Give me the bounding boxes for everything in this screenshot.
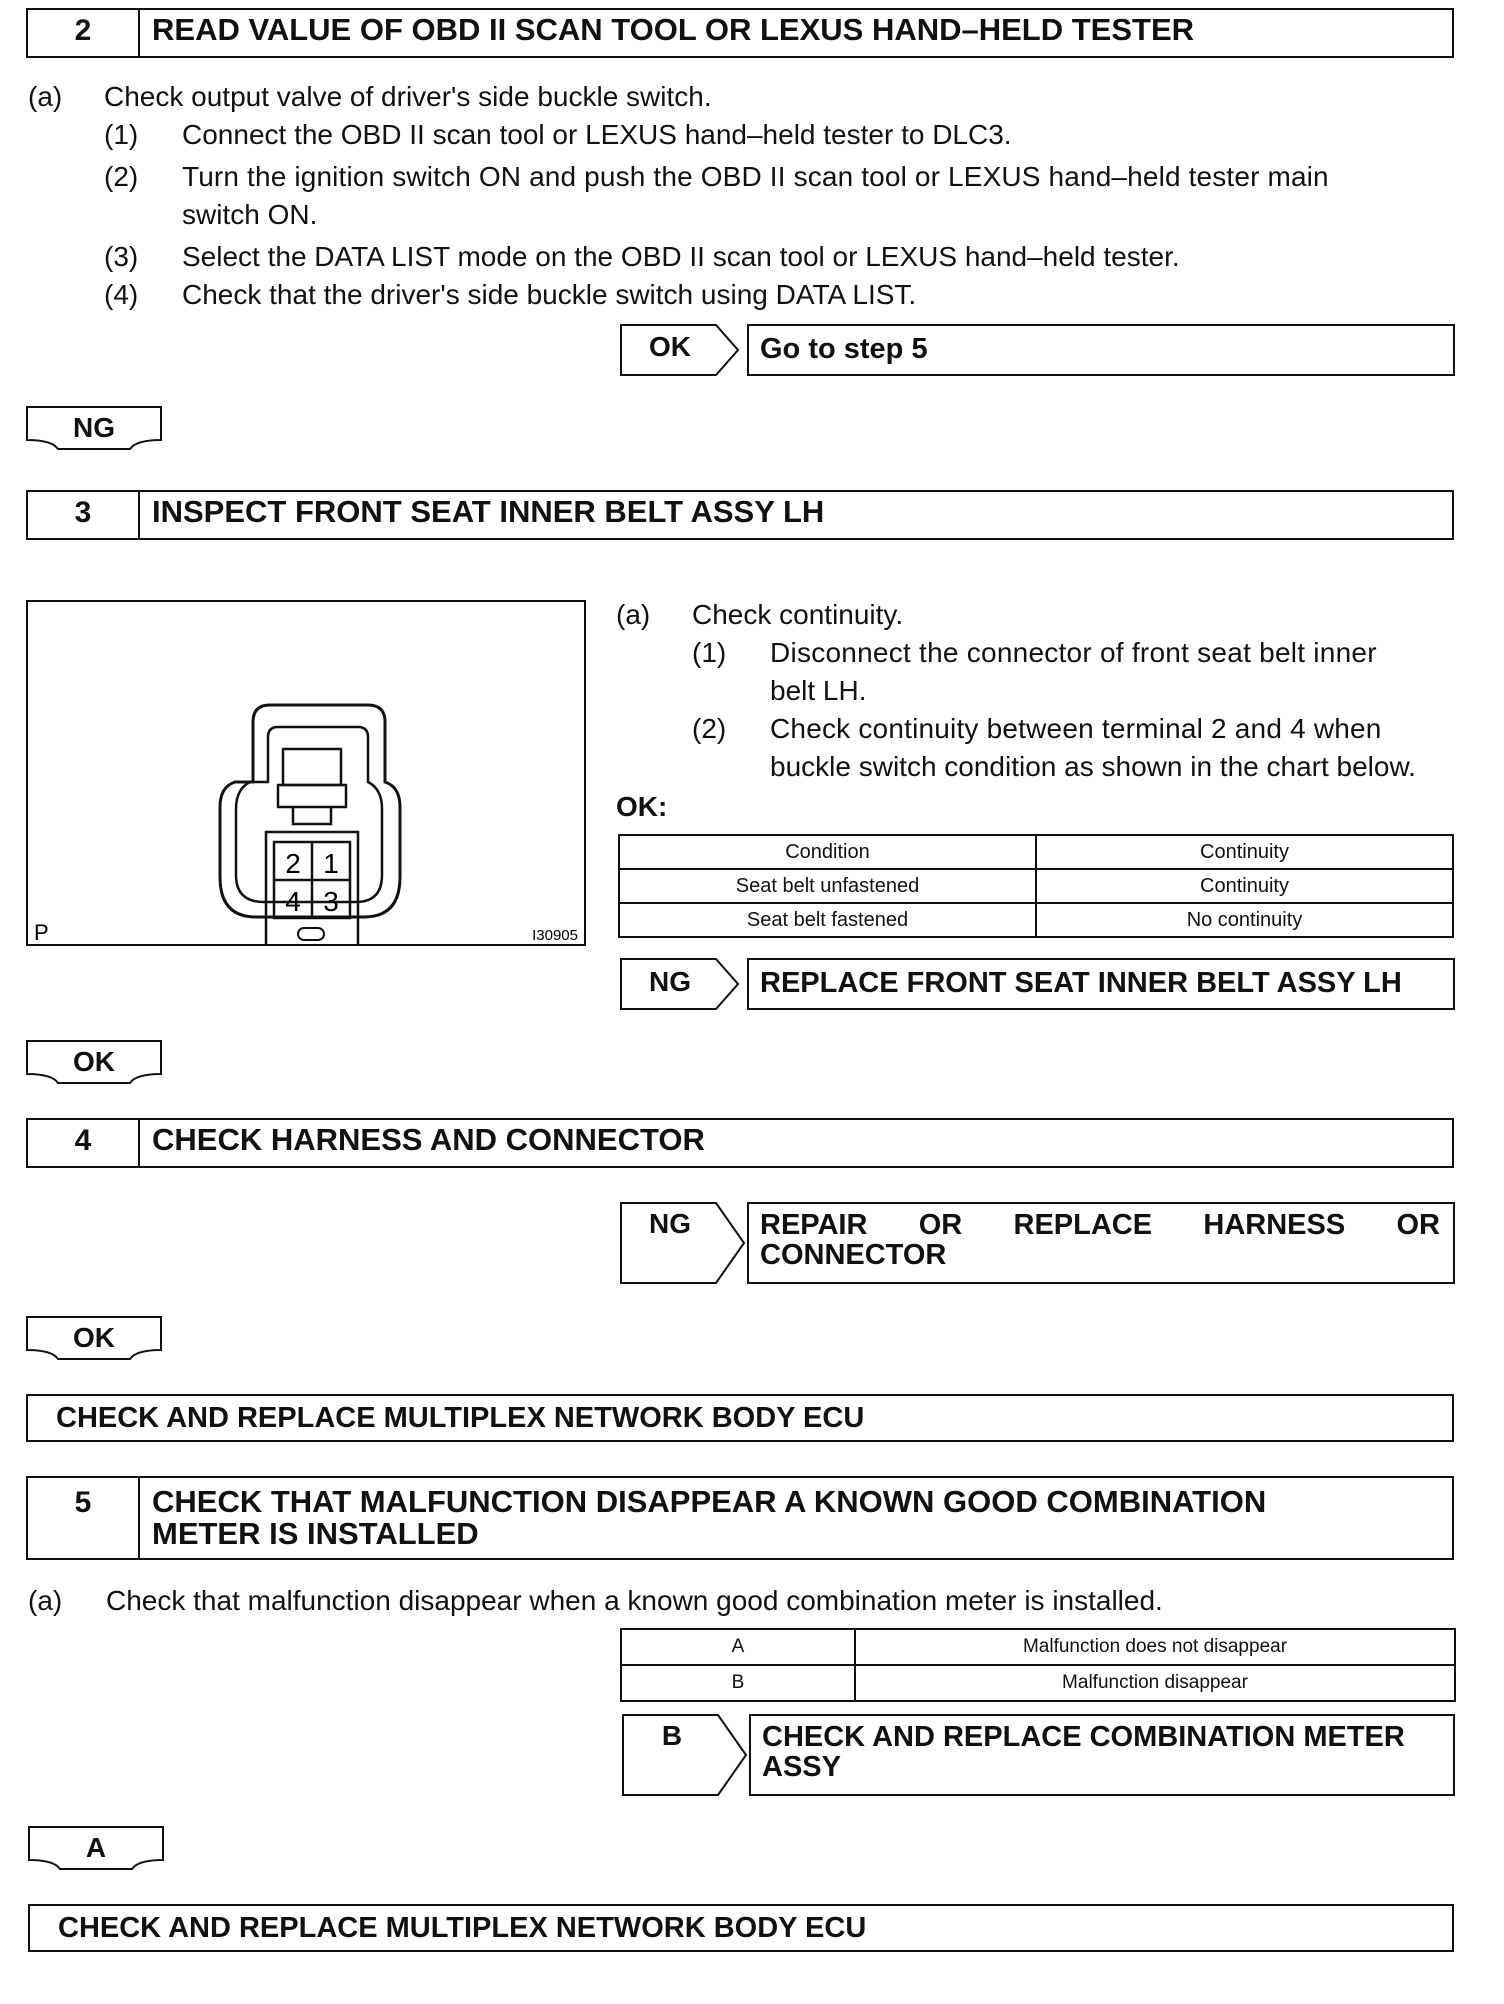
step-2-item-4-marker: (4)	[104, 279, 139, 310]
table-row	[621, 1665, 1455, 1701]
step-2-a-marker: (a)	[28, 81, 63, 112]
tab-label: OK	[73, 1046, 115, 1077]
figure-id: I30905	[532, 927, 578, 944]
result-line-1: CHECK AND REPLACE COMBINATION METER	[762, 1721, 1405, 1753]
table-row	[619, 903, 1453, 937]
step-3-item-2-line-1: Check continuity between terminal 2 and 4 when	[770, 713, 1382, 744]
result-word: OR	[918, 1209, 963, 1241]
step-number: 5	[28, 1478, 140, 1558]
step-title: CHECK HARNESS AND CONNECTOR	[152, 1122, 705, 1157]
step-3-a-marker: (a)	[616, 599, 651, 630]
table-cell: Seat belt unfastened	[619, 869, 1036, 903]
step-2-item-4-text: Check that the driver's side buckle switch using DATA LIST.	[182, 279, 917, 310]
ok-criteria-label: OK:	[616, 791, 668, 822]
pin-1-label: 1	[323, 848, 339, 879]
step-title-line-2: METER IS INSTALLED	[152, 1516, 479, 1551]
pin-3-label: 3	[323, 886, 339, 917]
step-4-ok-tab	[26, 1316, 162, 1360]
tab-label: NG	[73, 412, 115, 443]
connector-figure	[26, 600, 586, 946]
pin-2-label: 2	[285, 848, 301, 879]
step-2-result	[620, 324, 1456, 376]
step-2-item-1-text: Connect the OBD II scan tool or LEXUS hand–held tester to DLC3.	[182, 119, 1012, 150]
step-2-item-1-marker: (1)	[104, 119, 139, 150]
result-go-to-step-5: Go to step 5	[760, 333, 928, 365]
step-2-ng-tab	[26, 406, 162, 450]
step-title-line-1: CHECK THAT MALFUNCTION DISAPPEAR A KNOWN GOOD COMBINATION	[152, 1484, 1267, 1519]
step-title: INSPECT FRONT SEAT INNER BELT ASSY LH	[152, 494, 825, 529]
step-3-item-2-line-2: buckle switch condition as shown in the chart below.	[770, 751, 1416, 782]
step-5-a-tab	[28, 1826, 164, 1870]
step-title	[140, 1478, 1452, 1558]
result-ng-label: NG	[649, 1208, 691, 1239]
step-2-item-3-text: Select the DATA LIST mode on the OBD II scan tool or LEXUS hand–held tester.	[182, 241, 1180, 272]
table-row	[621, 1629, 1455, 1665]
table-cell: B	[621, 1665, 855, 1701]
final-action-box: CHECK AND REPLACE MULTIPLEX NETWORK BODY ECU	[26, 1394, 1454, 1442]
step-number: 3	[28, 492, 140, 538]
tab-label: A	[85, 1832, 107, 1863]
step-3-header	[26, 490, 1454, 540]
step-3-item-1-marker: (1)	[692, 637, 727, 668]
table-row	[619, 869, 1453, 903]
table-cell: Seat belt fastened	[619, 903, 1036, 937]
result-word: REPLACE	[1013, 1209, 1153, 1241]
table-cell: Continuity	[1036, 869, 1453, 903]
continuity-table	[618, 834, 1454, 938]
table-cell: No continuity	[1036, 903, 1453, 937]
step-3-ok-tab	[26, 1040, 162, 1084]
connector-diagram	[28, 602, 584, 944]
result-line-2: ASSY	[762, 1751, 841, 1783]
result-word: OR	[1396, 1209, 1440, 1241]
malfunction-table	[620, 1628, 1456, 1702]
tab-label: OK	[73, 1322, 115, 1353]
table-header-row	[619, 835, 1453, 869]
pin-4-label: 4	[285, 886, 301, 917]
step-5-a-text: Check that malfunction disappear when a known good combination meter is installed.	[106, 1585, 1163, 1616]
table-cell: Malfunction disappear	[855, 1665, 1455, 1701]
step-2-a-text: Check output valve of driver's side buckle switch.	[104, 81, 712, 112]
step-2-header	[26, 8, 1454, 58]
result-arrow-frame	[620, 324, 1456, 376]
step-3-a-text: Check continuity.	[692, 599, 904, 630]
result-word: REPAIR	[760, 1209, 868, 1241]
result-replace-belt: REPLACE FRONT SEAT INNER BELT ASSY LH	[760, 967, 1402, 999]
step-number: 2	[28, 10, 140, 56]
final-action-box: CHECK AND REPLACE MULTIPLEX NETWORK BODY ECU	[28, 1904, 1454, 1952]
figure-corner-label: P	[34, 920, 49, 944]
step-3-item-1-line-2: belt LH.	[770, 675, 867, 706]
table-cell: A	[621, 1629, 855, 1665]
step-2-item-2-text: Turn the ignition switch ON and push the OBD II scan tool or LEXUS hand–held tester main	[182, 161, 1329, 192]
step-4-header	[26, 1118, 1454, 1168]
step-4-result	[620, 1202, 1456, 1284]
step-2-item-3-marker: (3)	[104, 241, 139, 272]
step-2-item-2-text-cont: switch ON.	[182, 199, 318, 230]
result-word: HARNESS	[1203, 1209, 1346, 1241]
step-5-result	[622, 1714, 1456, 1796]
table-header-cell: Continuity	[1036, 835, 1453, 869]
result-b-label: B	[661, 1720, 683, 1751]
result-line-1	[760, 1210, 1440, 1240]
table-cell: Malfunction does not disappear	[855, 1629, 1455, 1665]
step-3-item-1-line-1: Disconnect the connector of front seat belt inner	[770, 637, 1377, 668]
step-3-result	[620, 958, 1456, 1010]
step-title: READ VALUE OF OBD II SCAN TOOL OR LEXUS HAND–HELD TESTER	[152, 12, 1195, 47]
step-5-a-marker: (a)	[28, 1585, 63, 1616]
result-ng-label: NG	[649, 966, 691, 997]
result-ok-label: OK	[649, 331, 691, 362]
result-line-2: CONNECTOR	[760, 1239, 947, 1271]
table-header-cell: Condition	[619, 835, 1036, 869]
step-number: 4	[28, 1120, 140, 1166]
step-3-item-2-marker: (2)	[692, 713, 727, 744]
step-2-item-2-marker: (2)	[104, 161, 139, 192]
step-5-header	[26, 1476, 1454, 1560]
